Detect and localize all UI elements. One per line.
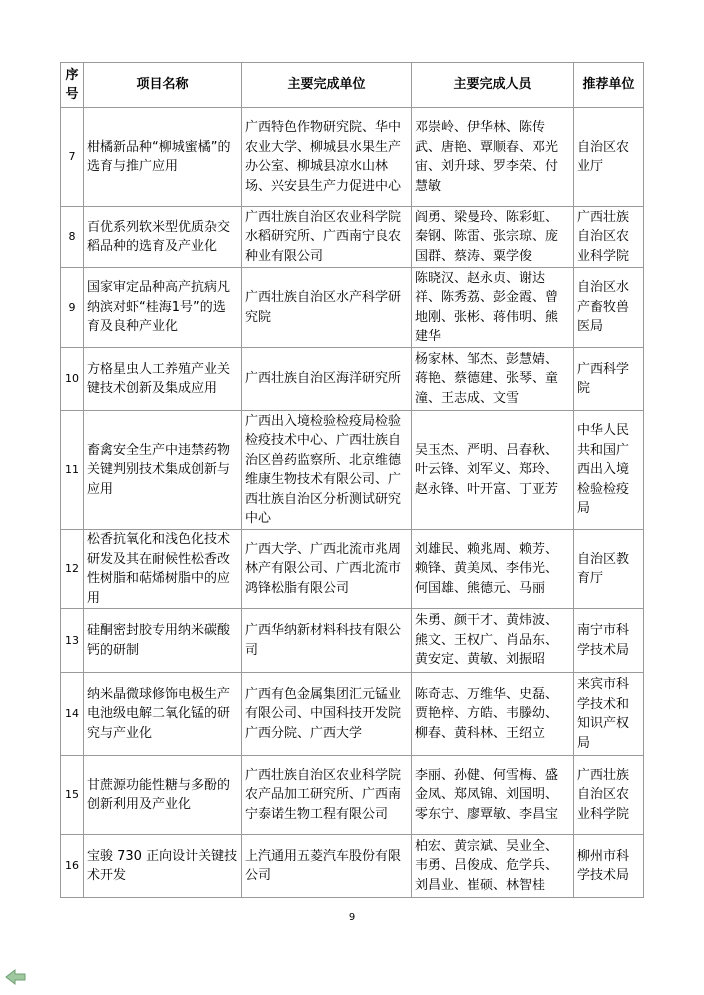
row-no: 10 [61,348,84,411]
back-arrow-icon[interactable] [5,968,27,986]
project-name: 硅酮密封胶专用纳米碳酸钙的研制 [84,609,242,673]
recommending-unit: 自治区农业厅 [574,108,644,207]
project-name: 畜禽安全生产中违禁药物关键判别技术集成创新与应用 [84,411,242,530]
project-name: 松香抗氧化和浅色化技术研发及其在耐候性松香改性树脂和萜烯树脂中的应用 [84,530,242,609]
table-row [61,411,644,530]
recommending-unit: 来宾市科学技术和知识产权局 [574,673,644,756]
header-name: 项目名称 [84,63,242,108]
row-no: 16 [61,835,84,898]
completing-people: 阎勇、梁曼玲、陈彩虹、秦钢、陈雷、张宗琼、庞国群、蔡涛、粟学俊 [412,207,574,268]
completing-people: 陈奇志、万维华、史磊、贾艳梓、方皓、韦滕幼、柳春、黄科林、王绍立 [412,673,574,756]
recommending-unit: 广西科学院 [574,348,644,411]
completing-people: 吴玉杰、严明、吕春秋、叶云锋、刘军义、郑玲、赵永锋、叶开富、丁亚芳 [412,411,574,530]
completing-people: 刘雄民、赖兆周、赖芳、赖锋、黄美凤、李伟光、何国雄、熊德元、马丽 [412,530,574,609]
awards-table [60,62,644,898]
completing-units: 广西壮族自治区海洋研究所 [242,348,412,411]
row-no: 13 [61,609,84,673]
project-name: 纳米晶微球修饰电极生产电池级电解二氧化锰的研究与产业化 [84,673,242,756]
completing-units: 广西壮族自治区水产科学研究院 [242,268,412,348]
row-no: 11 [61,411,84,530]
table-row [61,673,644,756]
header-units: 主要完成单位 [242,63,412,108]
row-no: 7 [61,108,84,207]
completing-people: 陈晓汉、赵永贞、谢达祥、陈秀荔、彭金霞、曾地刚、张彬、蒋伟明、熊建华 [412,268,574,348]
header-people: 主要完成人员 [412,63,574,108]
recommending-unit: 南宁市科学技术局 [574,609,644,673]
recommending-unit: 广西壮族自治区农业科学院 [574,207,644,268]
table-row [61,108,644,207]
completing-units: 广西壮族自治区农业科学院农产品加工研究所、广西南宁泰诺生物工程有限公司 [242,756,412,835]
table-row [61,756,644,835]
row-no: 9 [61,268,84,348]
completing-units: 广西出入境检验检疫局检验检疫技术中心、广西壮族自治区兽药监察所、北京维德维康生物技术有限公司、广西壮族自治区分析测试研究中心 [242,411,412,530]
completing-people: 李丽、孙健、何雪梅、盛金凤、郑凤锦、刘国明、零东宁、廖覃敏、李昌宝 [412,756,574,835]
project-name: 方格星虫人工养殖产业关键技术创新及集成应用 [84,348,242,411]
completing-units: 广西壮族自治区农业科学院水稻研究所、广西南宁良农种业有限公司 [242,207,412,268]
recommending-unit: 自治区教育厅 [574,530,644,609]
recommending-unit: 广西壮族自治区农业科学院 [574,756,644,835]
row-no: 8 [61,207,84,268]
page-number: 9 [348,912,356,923]
table-header-row [61,63,644,108]
project-name: 百优系列软米型优质杂交稻品种的选育及产业化 [84,207,242,268]
completing-units: 广西特色作物研究院、华中农业大学、柳城县水果生产办公室、柳城县凉水山林场、兴安县生产力促进中心 [242,108,412,207]
table-row [61,268,644,348]
table-row [61,609,644,673]
table-row [61,207,644,268]
project-name: 宝骏 730 正向设计关键技术开发 [84,835,242,898]
row-no: 15 [61,756,84,835]
table-row [61,530,644,609]
row-no: 14 [61,673,84,756]
completing-units: 广西有色金属集团汇元锰业有限公司、中国科技开发院广西分院、广西大学 [242,673,412,756]
completing-units: 广西大学、广西北流市兆周林产有限公司、广西北流市鸿锋松脂有限公司 [242,530,412,609]
project-name: 国家审定品种高产抗病凡纳滨对虾“桂海1号”的选育及良种产业化 [84,268,242,348]
project-name: 甘蔗源功能性糖与多酚的创新利用及产业化 [84,756,242,835]
project-name: 柑橘新品种“柳城蜜橘”的选育与推广应用 [84,108,242,207]
header-no: 序号 [61,63,84,108]
completing-people: 朱勇、颜干才、黄炜波、熊文、王权广、肖品东、黄安定、黄敏、刘振昭 [412,609,574,673]
completing-people: 邓崇岭、伊华林、陈传武、唐艳、覃顺春、邓光宙、刘升球、罗李荣、付慧敏 [412,108,574,207]
completing-people: 杨家林、邹杰、彭慧婧、蒋艳、蔡德建、张琴、童潼、王志成、文雪 [412,348,574,411]
completing-units: 广西华纳新材料科技有限公司 [242,609,412,673]
recommending-unit: 自治区水产畜牧兽医局 [574,268,644,348]
completing-people: 柏宏、黄宗斌、吴业全、韦勇、吕俊成、危学兵、刘昌业、崔硕、林智桂 [412,835,574,898]
header-recommender: 推荐单位 [574,63,644,108]
table-row [61,835,644,898]
completing-units: 上汽通用五菱汽车股份有限公司 [242,835,412,898]
table-row [61,348,644,411]
recommending-unit: 中华人民共和国广西出入境检验检疫局 [574,411,644,530]
row-no: 12 [61,530,84,609]
recommending-unit: 柳州市科学技术局 [574,835,644,898]
